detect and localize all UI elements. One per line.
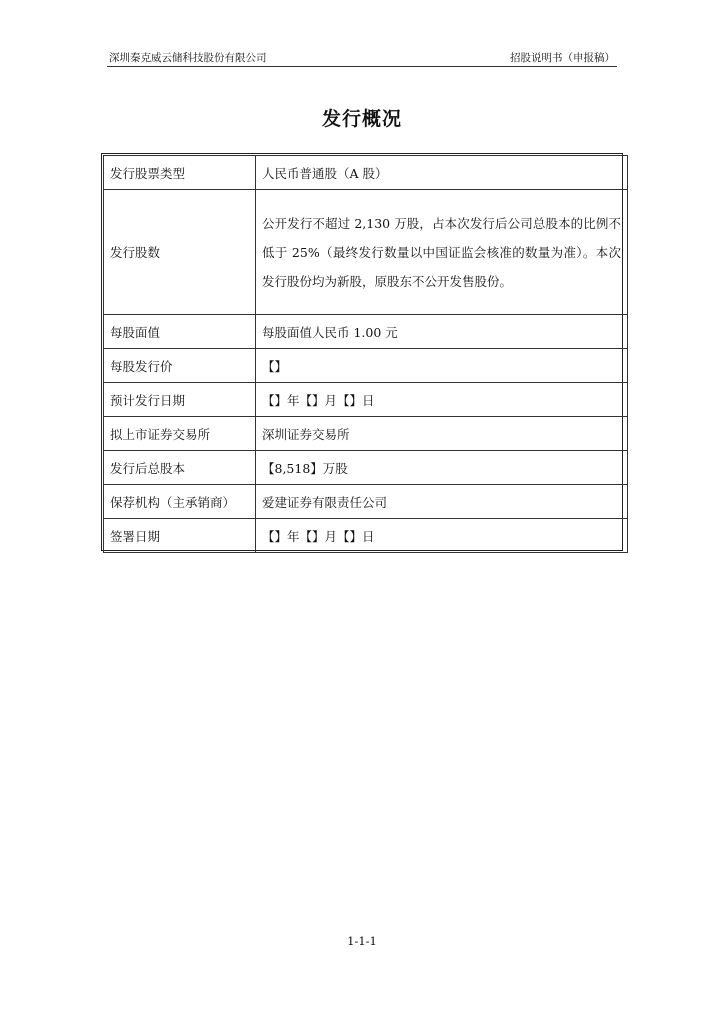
row-value: 人民币普通股（A 股） [256,156,628,190]
row-label: 发行股票类型 [104,156,256,190]
header-company-name: 深圳秦克威云储科技股份有限公司 [109,52,267,64]
table-row-issue-price [104,349,628,383]
row-label: 保荐机构（主承销商） [104,485,256,519]
row-label: 每股面值 [104,315,256,349]
row-value: 【】 [256,349,628,383]
page-title: 发行概况 [321,108,402,130]
table-row-total-shares [104,451,628,485]
offering-overview-table [103,155,628,553]
row-label: 拟上市证券交易所 [104,417,256,451]
row-label: 发行后总股本 [104,451,256,485]
table-row-issue-date [104,383,628,417]
row-label: 每股发行价 [104,349,256,383]
table-row-signing-date [104,519,628,553]
header-document-name: 招股说明书（申报稿） [510,52,615,64]
row-value: 深圳证券交易所 [256,417,628,451]
page-number: 1-1-1 [347,934,377,948]
row-label: 签署日期 [104,519,256,553]
table-row-sponsor [104,485,628,519]
table-row-exchange [104,417,628,451]
row-value: 爱建证券有限责任公司 [256,485,628,519]
row-value: 【】年【】月【】日 [256,519,628,553]
table-row-stock-type [104,156,628,190]
table-row-par-value [104,315,628,349]
page-header [107,50,617,67]
row-value: 【】年【】月【】日 [256,383,628,417]
row-value: 【8,518】万股 [256,451,628,485]
row-value: 公开发行不超过 2,130 万股，占本次发行后公司总股本的比例不低于 25%（最终发行数量以中国证监会核准的数量为准）。本次发行股份均为新股，原股东不公开发售股份。 [256,190,628,315]
row-value: 每股面值人民币 1.00 元 [256,315,628,349]
row-label: 发行股数 [104,190,256,315]
row-label: 预计发行日期 [104,383,256,417]
table-row-share-count [104,190,628,315]
